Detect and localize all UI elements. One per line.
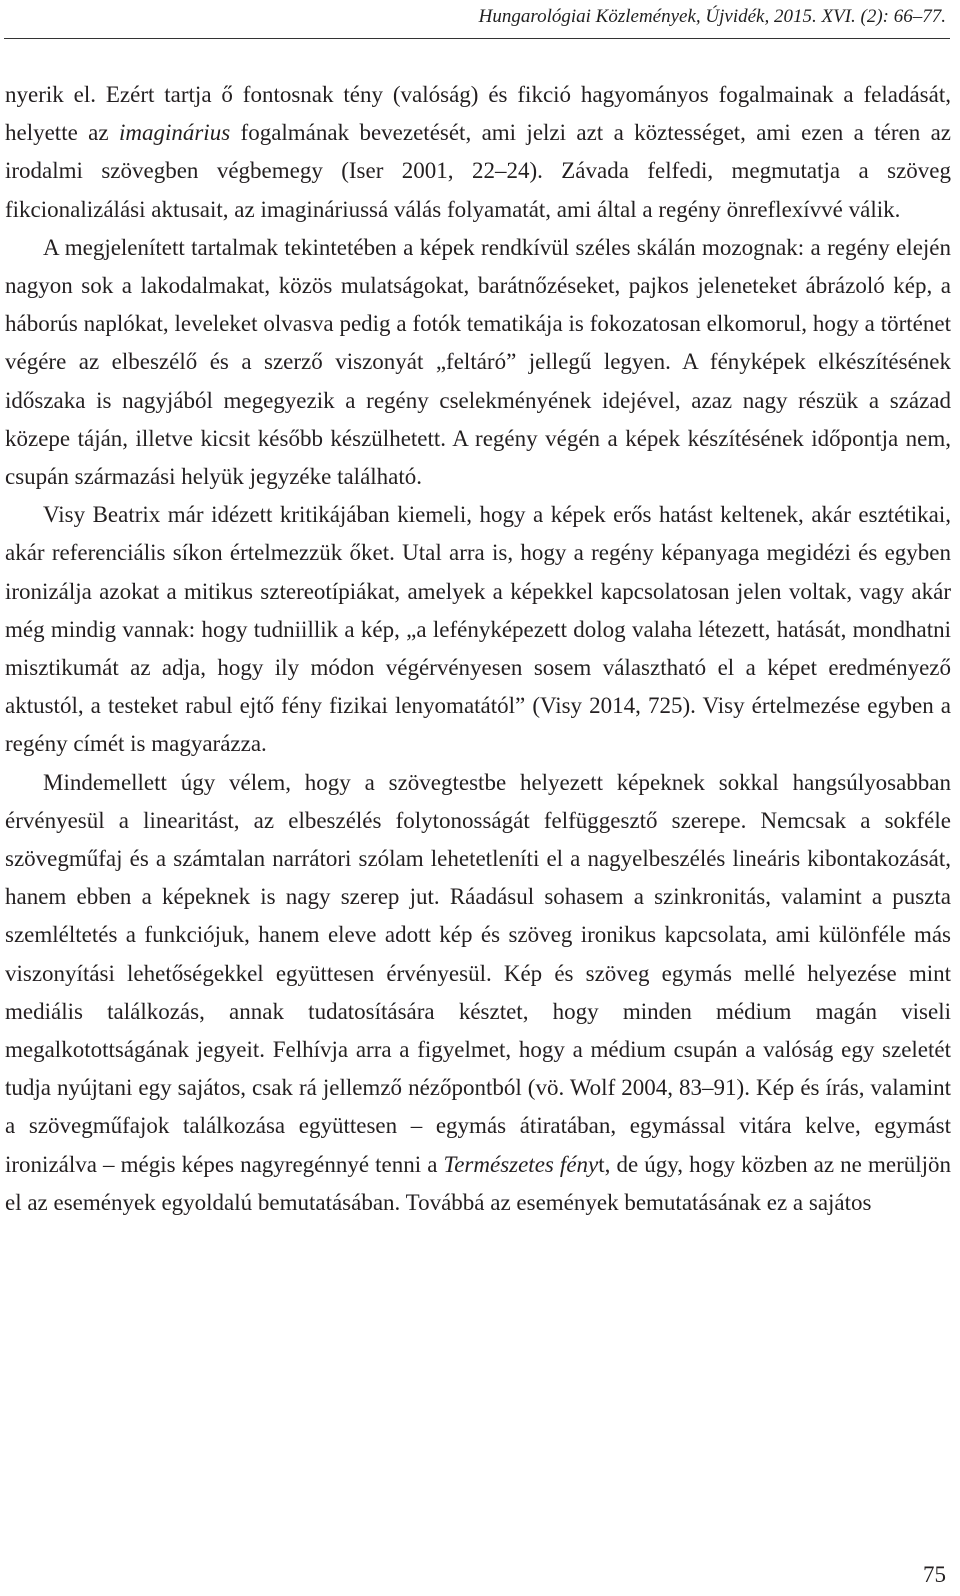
running-header: Hungarológiai Közlemények, Újvidék, 2015. XVI. (2): 66–77. [478, 6, 946, 27]
page-number: 75 [923, 1562, 946, 1587]
paragraph-3: Visy Beatrix már idézett kritikájában kiemeli, hogy a képek erős hatást keltenek, akár esztétikai, akár referenciális síkon értelmezzük őket. Utal arra is, hogy a regény képanyaga megidézi és egyben ironizálja azokat a mitikus sztereotípiákat, amelyek a képekkel kapcsolatosan jelen voltak, vagy akár még mindig vannak: hogy tudniillik a kép, „a lefényképezett dolog valaha létezett, hatását, mondhatni misztikumát az adja, hogy ily módon végérvényesen sosem választható el a képet eredményező aktustól, a testeket rabul ejtő fény fizikai lenyomatától” (Visy 2014, 725). Visy értelmezése egyben a regény címét is magyarázza. [5, 502, 951, 757]
paragraph-4 [5, 764, 951, 1222]
paragraph-4-part-2: t, de úgy, hogy közben az ne merüljön el az események egyoldalú bemutatásában. Továbbá az események bemutatásának ez a sajátos [5, 1151, 952, 1215]
paragraph-1 [5, 76, 951, 229]
paragraph-1-part-1: nyerik el. Ezért tartja ő fontosnak tény (valóság) és fikció hagyományos fogalmainak a feladását, helyette az [5, 82, 951, 146]
italic-term: imaginárius [118, 120, 231, 146]
body-text [5, 76, 951, 1222]
italic-title: Természetes fény [443, 1151, 599, 1177]
header-rule [4, 38, 950, 39]
paragraph-4-part-1: Mindemellett úgy vélem, hogy a szövegtestbe helyezett képeknek sokkal hangsúlyosabban érvényesül a linearitást, az elbeszélés folytonosságát felfüggesztő szerepe. Nemcsak a sokféle szövegműfaj és a számtalan narrátori szólam lehetetleníti el a nagyelbeszélés lineáris kibontakozását, hanem ebben a képeknek is nagy szerep jut. Ráadásul sohasem a szinkronitás, valamint a puszta szemléltetés a funkciójuk, hanem eleve adott kép és szöveg ironikus kapcsolata, ami különféle más viszonyítási lehetőségekkel együttesen érvényesül. Kép és szöveg egymás mellé helyezése mint mediális találkozás, annak tudatosítására késztet, hogy minden médium magán viseli megalkotottságának jegyeit. Felhívja arra a figyelmet, hogy a médium csupán a valóság egy szeletét tudja nyújtani egy sajátos, csak rá jellemző nézőpontból (vö. Wolf 2004, 83–91). Kép és írás, valamint a szövegműfajok találkozása együttesen – egymás átiratában, egymással vitára kelve, egymást ironizálva – mégis képes nagyregénnyé tenni a [5, 769, 951, 1177]
paragraph-1-part-2: fogalmának bevezetését, ami jelzi azt a köztességet, ami ezen a téren az irodalmi szövegben végbemegy (Iser 2001, 22–24). Závada felfedi, megmutatja a szöveg fikcionalizálási aktusait, az imagináriussá válás folyamatát, ami által a regény önreflexívvé válik. [5, 120, 951, 222]
paragraph-2: A megjelenített tartalmak tekintetében a képek rendkívül széles skálán mozognak: a regény elején nagyon sok a lakodalmakat, közös mulatságokat, barátnőzéseket, pajkos jeleneteket ábrázoló kép, a háborús naplókat, leveleket olvasva pedig a fotók tematikája is fokozatosan elkomorul, hogy a történet végére az elbeszélő és a szerző viszonyát „feltáró” jellegű legyen. A fényképek elkészítésének időszaka is nagyjából megegyezik a regény cselekményének idejével, azaz nagy részük a század közepe táján, illetve kicsit később készülhetett. A regény végén a képek készítésének időpontja nem, csupán származási helyük jegyzéke található. [5, 234, 951, 490]
